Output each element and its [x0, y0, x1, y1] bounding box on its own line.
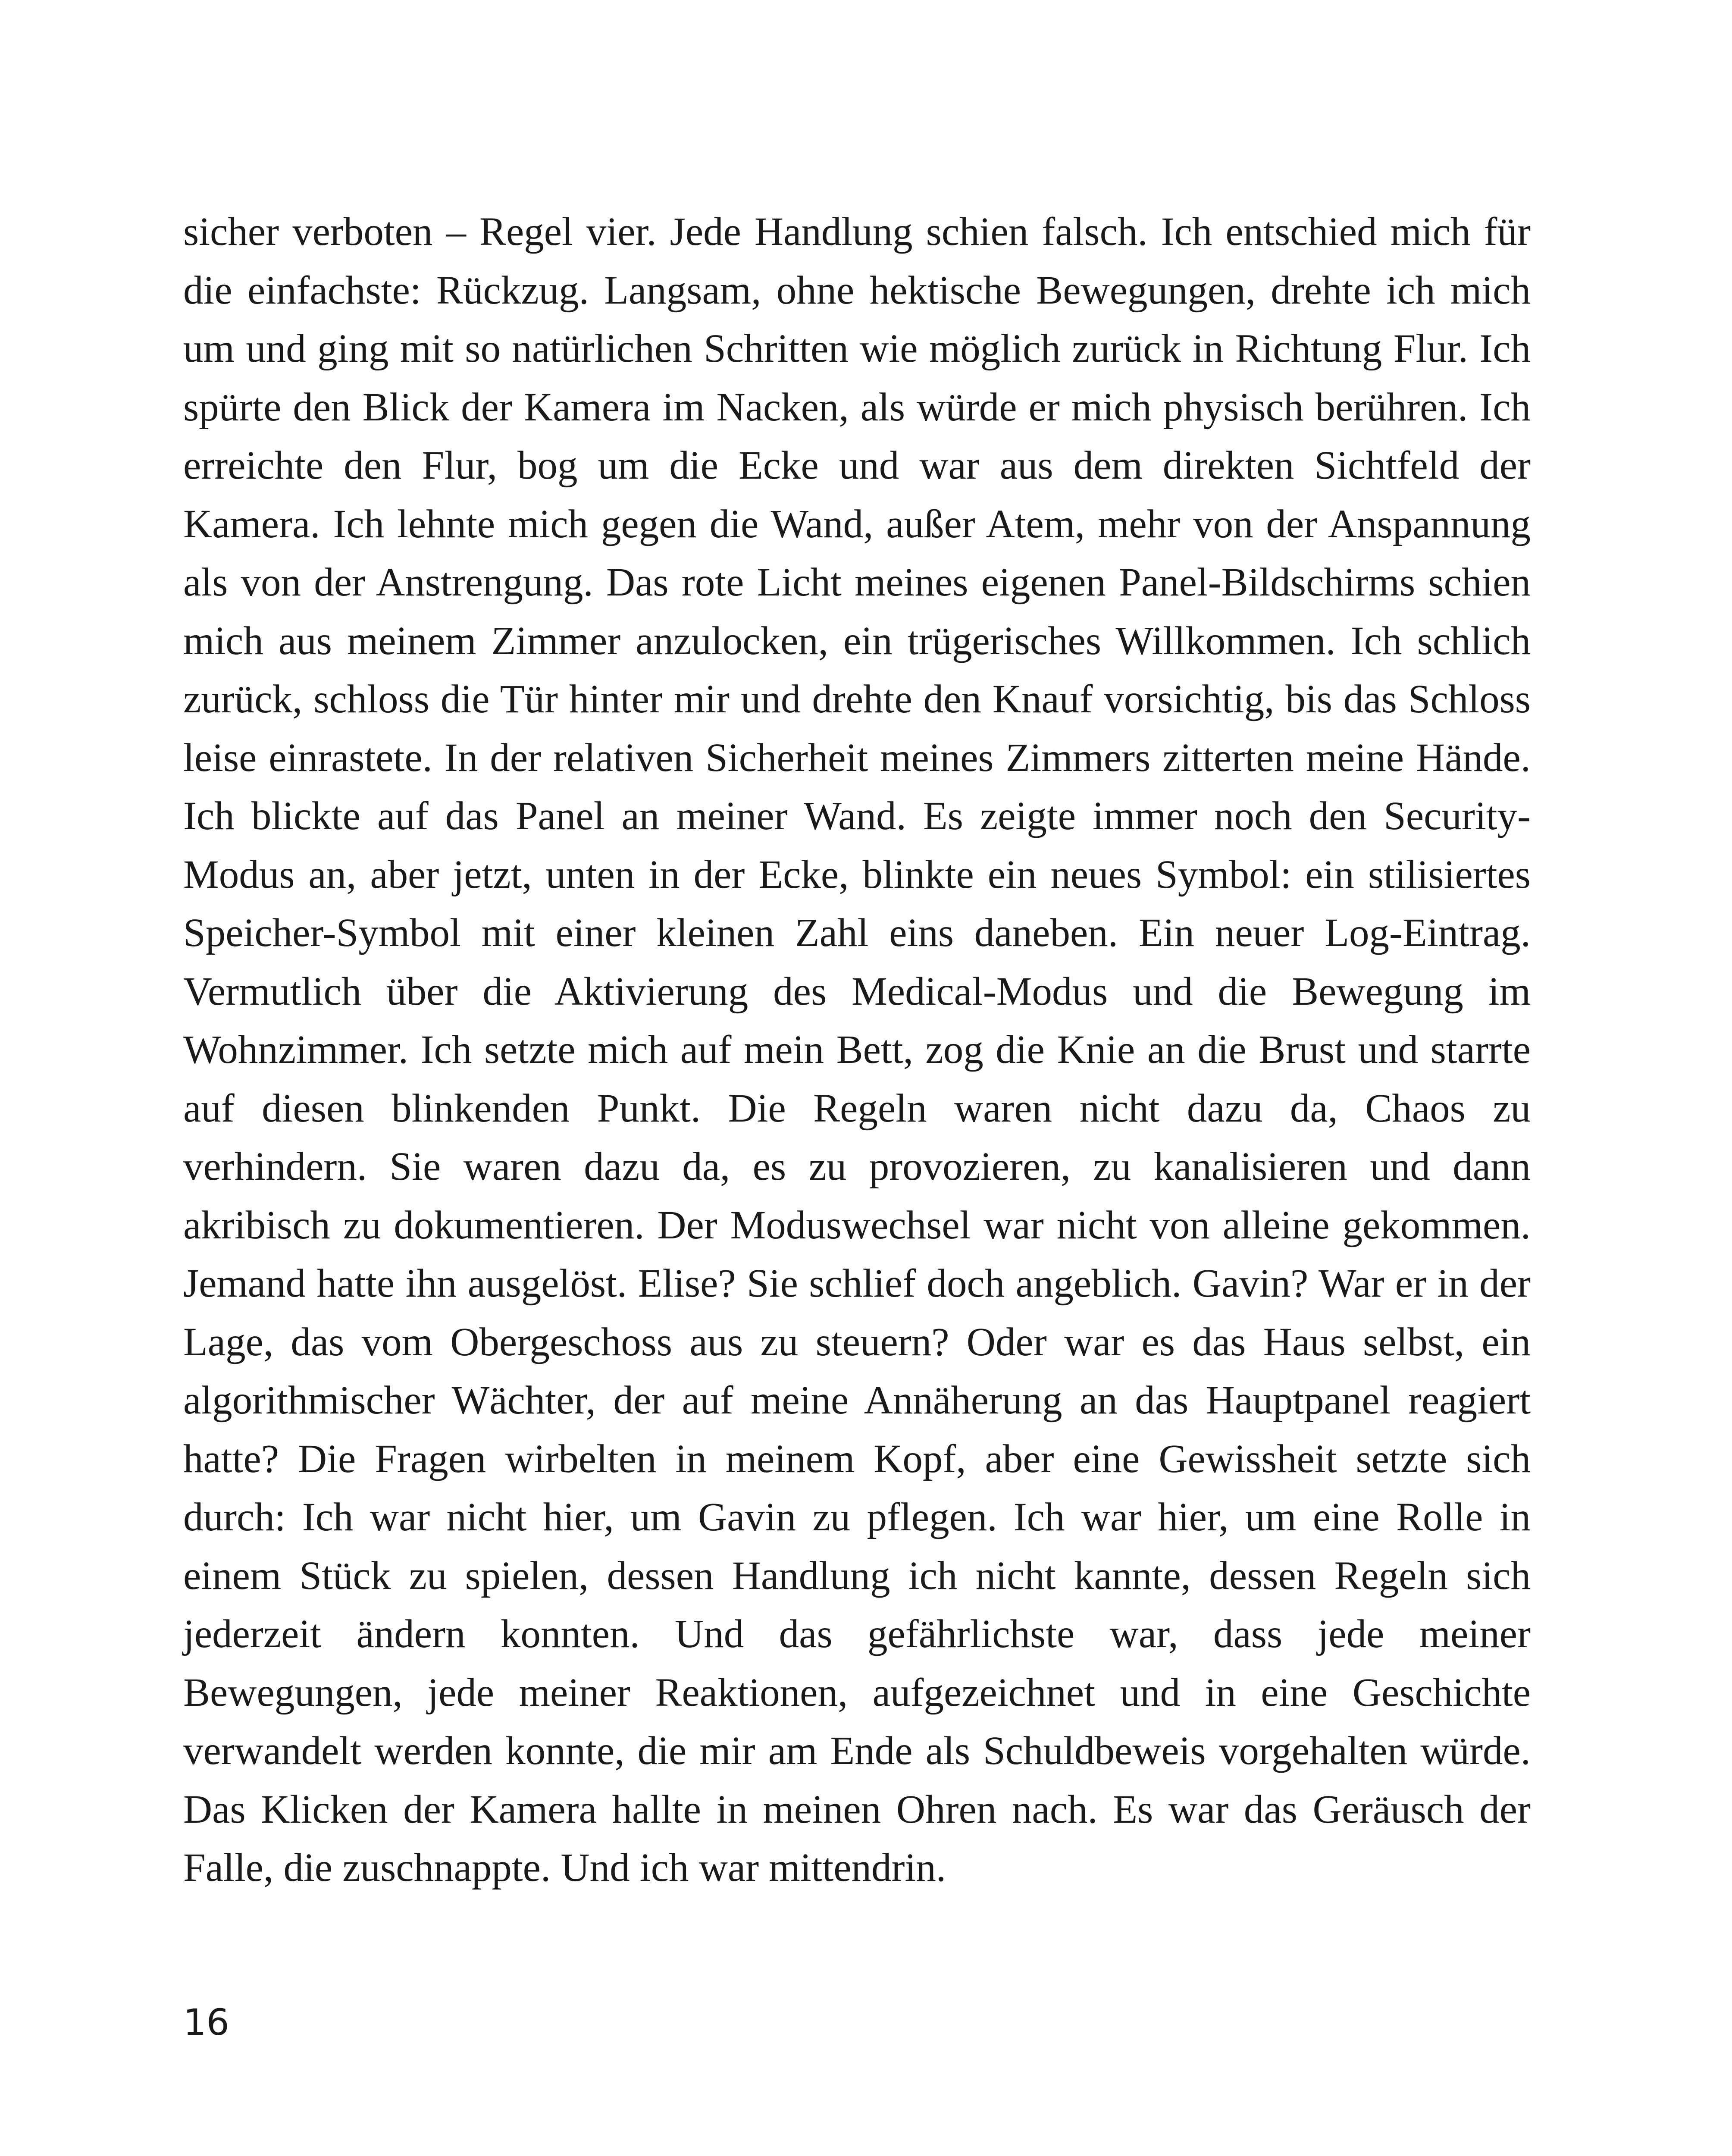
body-paragraph: sicher verboten – Regel vier. Jede Handlung schien falsch. Ich entschied mich für die einfachste: Rückzug. Langsam, ohne hektische Bewegungen, drehte ich mich um und ging mit so natürlichen Schritten wie möglich zurück in Richtung Flur. Ich spürte den Blick der Kamera im Nacken, als würde er mich physisch berühren. Ich erreichte den Flur, bog um die Ecke und war aus dem direkten Sichtfeld der Kamera. Ich lehnte mich gegen die Wand, außer Atem, mehr von der Anspannung als von der Anstrengung. Das rote Licht meines eigenen Panel-Bildschirms schien mich aus meinem Zimmer anzulocken, ein trügerisches Willkommen. Ich schlich zurück, schloss die Tür hinter mir und drehte den Knauf vorsichtig, bis das Schloss leise einrastete. In der relativen Sicherheit meines Zimmers zitterten meine Hände. Ich blickte auf das Panel an meiner Wand. Es zeigte immer noch den Security-Modus an, aber jetzt, unten in der Ecke, blinkte ein neues Symbol: ein stilisiertes Speicher-Symbol mit einer kleinen Zahl eins daneben. Ein neuer Log-Eintrag. Vermutlich über die Aktivierung des Medical-Modus und die Bewegung im Wohnzimmer. Ich setzte mich auf mein Bett, zog die Knie an die Brust und starrte auf diesen blinkenden Punkt. Die Regeln waren nicht dazu da, Chaos zu verhindern. Sie waren dazu da, es zu provozieren, zu kanalisieren und dann akribisch zu dokumentieren. Der Moduswechsel war nicht von alleine gekommen. Jemand hatte ihn ausgelöst. Elise? Sie schlief doch angeblich. Gavin? War er in der Lage, das vom Obergeschoss aus zu steuern? Oder war es das Haus selbst, ein algorithmischer Wächter, der auf meine Annäherung an das Hauptpanel reagiert hatte? Die Fragen wirbelten in meinem Kopf, aber eine Gewissheit setzte sich durch: Ich war nicht hier, um Gavin zu pflegen. Ich war hier, um eine Rolle in einem Stück zu spielen, dessen Handlung ich nicht kannte, dessen Regeln sich jederzeit ändern konnten. Und das gefährlichste war, dass jede meiner Bewegungen, jede meiner Reaktionen, aufgezeichnet und in eine Geschichte verwandelt werden konnte, die mir am Ende als Schuldbeweis vorgehalten würde. Das Klicken der Kamera hallte in meinen Ohren nach. Es war das Geräusch der Falle, die zuschnappte. Und ich war mittendrin.: [183, 210, 1531, 1890]
page-number: 16: [183, 2001, 229, 2043]
